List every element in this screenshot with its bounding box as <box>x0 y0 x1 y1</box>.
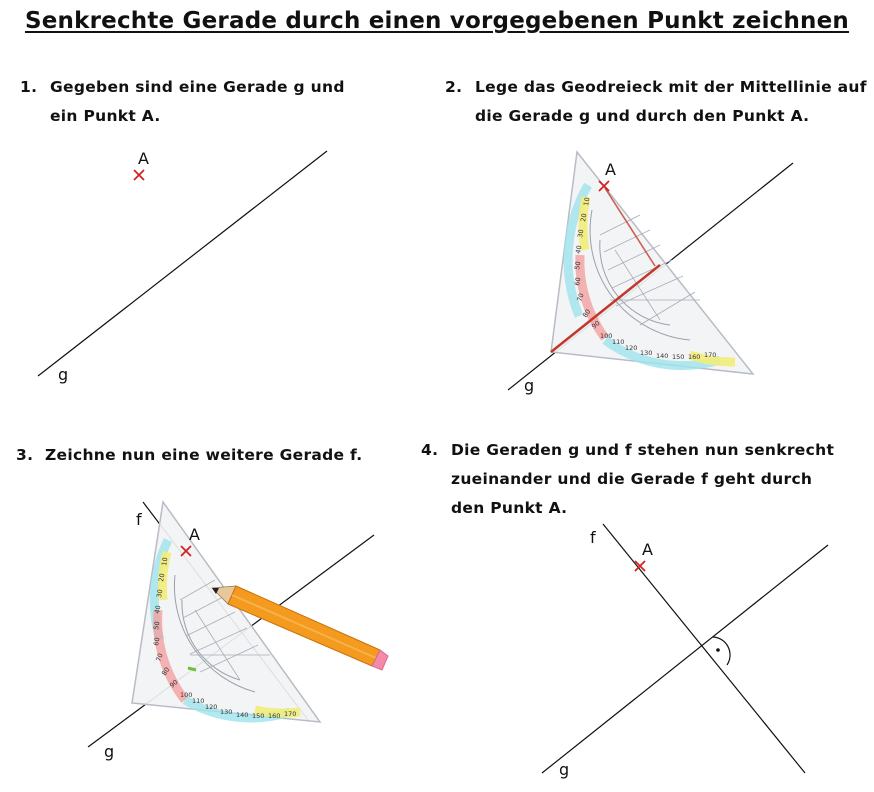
svg-text:130: 130 <box>220 708 233 716</box>
svg-text:80: 80 <box>581 307 593 320</box>
step-text-line: Die Geraden g und f stehen nun senkrecht <box>451 441 835 459</box>
svg-text:140: 140 <box>236 711 249 719</box>
svg-text:40: 40 <box>574 244 584 255</box>
svg-text:90: 90 <box>590 319 602 331</box>
figure-2 <box>508 152 793 395</box>
step-number: 3. <box>16 446 34 464</box>
svg-text:170: 170 <box>704 351 717 359</box>
svg-text:120: 120 <box>205 703 218 711</box>
line-label-g: g <box>524 376 535 395</box>
figure-3 <box>88 502 388 761</box>
svg-text:100: 100 <box>180 691 193 699</box>
svg-text:160: 160 <box>688 353 701 361</box>
point-label: A <box>642 540 653 559</box>
svg-text:90: 90 <box>168 678 180 690</box>
svg-text:60: 60 <box>152 636 162 647</box>
step-text-line: Lege das Geodreieck mit der Mittellinie auf <box>475 78 867 96</box>
svg-text:120: 120 <box>625 344 638 352</box>
line-label-g: g <box>104 742 115 761</box>
step-text-line: den Punkt A. <box>451 499 568 517</box>
svg-text:110: 110 <box>612 338 625 346</box>
svg-text:160: 160 <box>268 712 281 720</box>
step-text-line: ein Punkt A. <box>50 107 161 125</box>
step-number: 4. <box>421 441 439 459</box>
point-cross-icon <box>134 170 144 180</box>
svg-text:10: 10 <box>160 556 170 567</box>
page-title: Senkrechte Gerade durch einen vorgegebenen Punkt zeichnen <box>24 8 850 34</box>
step-text-line: die Gerade g und durch den Punkt A. <box>475 107 810 125</box>
right-angle-icon <box>713 637 730 665</box>
svg-text:50: 50 <box>152 620 162 631</box>
point-label: A <box>605 160 616 179</box>
svg-text:100: 100 <box>600 332 613 340</box>
geodreieck-icon <box>551 152 753 374</box>
step-number: 1. <box>20 78 38 96</box>
line-label-g: g <box>559 760 570 779</box>
svg-text:10: 10 <box>582 196 592 207</box>
line-label-f: f <box>590 528 596 547</box>
line-g <box>38 151 327 376</box>
svg-text:150: 150 <box>252 712 265 720</box>
svg-text:110: 110 <box>192 697 205 705</box>
svg-text:70: 70 <box>575 292 586 303</box>
step-text-line: Gegeben sind eine Gerade g und <box>50 78 345 96</box>
svg-text:140: 140 <box>656 352 669 360</box>
svg-text:150: 150 <box>672 353 685 361</box>
svg-text:30: 30 <box>155 588 165 599</box>
svg-text:20: 20 <box>579 212 589 223</box>
svg-text:20: 20 <box>157 572 167 583</box>
svg-text:60: 60 <box>573 276 583 287</box>
step-text-line: zueinander und die Gerade f geht durch <box>451 470 813 488</box>
step-number: 2. <box>445 78 463 96</box>
step-text-line: Zeichne nun eine weitere Gerade f. <box>45 446 363 464</box>
svg-text:50: 50 <box>573 260 583 271</box>
svg-text:80: 80 <box>160 665 172 678</box>
svg-text:40: 40 <box>153 604 163 615</box>
line-label-g: g <box>58 365 69 384</box>
svg-text:130: 130 <box>640 349 653 357</box>
figure-4 <box>542 524 828 779</box>
svg-text:30: 30 <box>576 228 586 239</box>
point-label: A <box>189 525 200 544</box>
figure-1 <box>38 149 327 384</box>
line-label-f: f <box>136 510 142 529</box>
point-label: A <box>138 149 149 168</box>
svg-text:170: 170 <box>284 710 297 718</box>
line-g <box>542 545 828 773</box>
svg-text:70: 70 <box>154 652 165 663</box>
line-f <box>603 524 805 773</box>
